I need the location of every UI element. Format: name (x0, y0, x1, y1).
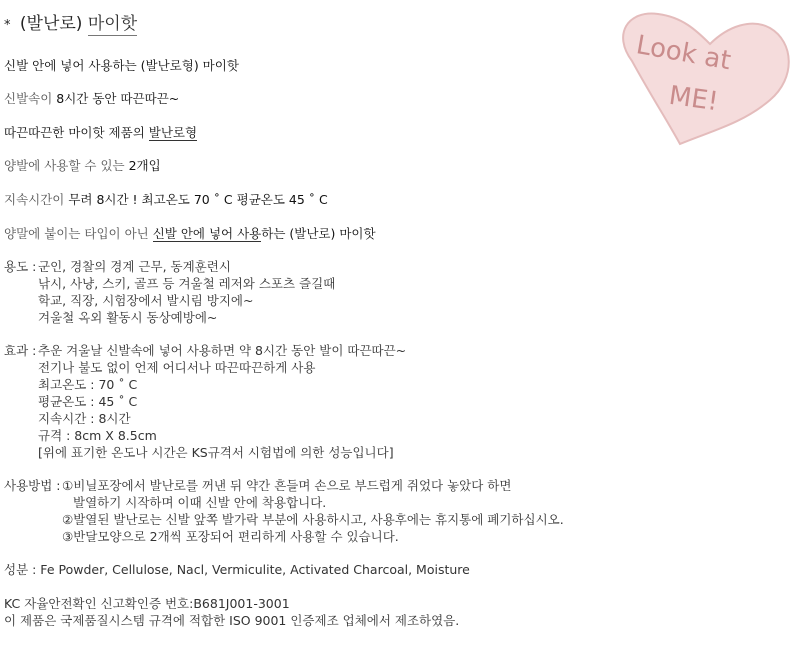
kc-certification: KC 자율안전확인 신고확인증 번호:B681J001-3001 (4, 596, 290, 611)
description-line-2 (4, 90, 179, 107)
description-line-4 (4, 157, 161, 174)
usage-item: 군인, 경찰의 경계 근무, 동계훈련시 (38, 259, 231, 274)
usage-item: 겨울철 옥외 활동시 동상예방에~ (38, 310, 218, 325)
line-5-prefix: 지속시간이 (4, 192, 69, 207)
ingredients-line: 성분 : Fe Powder, Cellulose, Nacl, Vermiculite, Activated Charcoal, Moisture (4, 562, 470, 577)
line-3-prefix: 따끈따끈한 마이핫 제품의 (4, 125, 149, 140)
line-4-highlight: 2개입 (128, 158, 161, 173)
effect-item: 최고온도 : 70 ˚ C (38, 377, 138, 392)
description-line-3 (4, 124, 197, 141)
line-5-highlight: 무려 8시간 ! 최고온도 70 ˚ C 평균온도 45 ˚ C (68, 192, 328, 207)
title-star: * (4, 18, 11, 33)
title-main: (발난로) (19, 14, 83, 34)
product-title (4, 16, 137, 34)
effect-item: 지속시간 : 8시간 (38, 411, 131, 426)
usage-label: 용도 : (4, 259, 37, 274)
method-item: ③반달모양으로 2개씩 포장되어 편리하게 사용할 수 있습니다. (62, 529, 399, 544)
method-item: 발열하기 시작하며 이때 신발 안에 착용합니다. (73, 495, 327, 510)
line-4-prefix: 양발에 사용할 수 있는 (4, 158, 129, 173)
effect-item: 평균온도 : 45 ˚ C (38, 394, 138, 409)
effect-item: [위에 표기한 온도나 시간은 KS규격서 시험법에 의한 성능입니다] (38, 445, 394, 460)
line-6-suffix: 하는 (발난로) 마이핫 (261, 226, 376, 241)
line-2-highlight: 8시간 동안 따끈따끈~ (56, 91, 180, 106)
method-item: ②발열된 발난로는 신발 앞쪽 발가락 부분에 사용하시고, 사용후에는 휴지통에 폐기하십시오. (62, 512, 564, 527)
line-6-underlined: 신발 안에 넣어 사용 (152, 226, 262, 241)
description-line-6 (4, 225, 376, 242)
effect-label: 효과 : (4, 343, 37, 358)
heart-text-look-at: Look at (633, 30, 733, 77)
effect-item: 규격 : 8cm X 8.5cm (38, 428, 157, 443)
description-line-5 (4, 191, 328, 208)
heart-graphic (610, 6, 800, 151)
line-3-highlight: 발난로형 (148, 125, 198, 140)
usage-item: 낚시, 사냥, 스키, 골프 등 겨울철 레저와 스포츠 즐길때 (38, 276, 336, 291)
iso-statement: 이 제품은 국제품질시스템 규격에 적합한 ISO 9001 인증제조 업체에서 제조하였음. (4, 613, 460, 628)
method-item: ①비닐포장에서 발난로를 꺼낸 뒤 약간 흔들며 손으로 부드럽게 쥐었다 놓았다 하면 (62, 478, 512, 493)
title-accent: 마이핫 (87, 14, 138, 34)
method-label: 사용방법 : (4, 478, 61, 493)
line-2-prefix: 신발속이 (4, 91, 57, 106)
look-at-me-heart (610, 6, 800, 151)
heart-text-me: ME! (667, 80, 721, 118)
usage-item: 학교, 직장, 시험장에서 발시림 방지에~ (38, 293, 254, 308)
line-6-prefix: 양말에 붙이는 타입이 아닌 (4, 226, 153, 241)
description-line-1: 신발 안에 넣어 사용하는 (발난로형) 마이핫 (4, 58, 239, 73)
effect-item: 전기나 불도 없이 언제 어디서나 따끈따끈하게 사용 (38, 360, 316, 375)
effect-item: 추운 겨울날 신발속에 넣어 사용하면 약 8시간 동안 발이 따끈따끈~ (38, 343, 407, 358)
